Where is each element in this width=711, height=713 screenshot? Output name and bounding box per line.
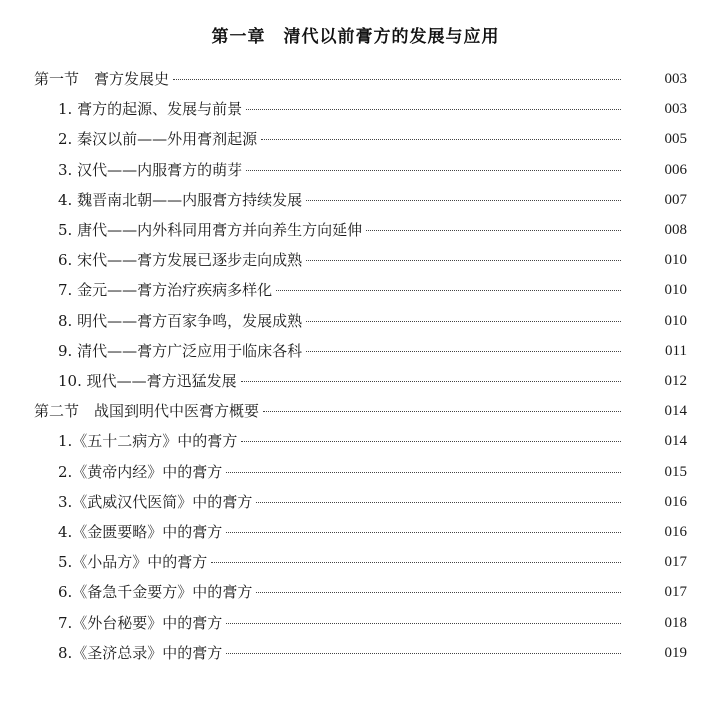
toc-page-number: 019 [664,644,687,661]
toc-item-row[interactable] [58,279,687,301]
toc-item-row[interactable] [58,551,687,573]
toc-item-row[interactable] [58,128,687,150]
toc-entry-label: 6.《备急千金要方》中的膏方 [58,583,253,602]
toc-section-row[interactable] [34,400,687,422]
dot-leader [306,260,621,261]
toc-entry-label: 8. 明代——膏方百家争鸣，发展成熟 [58,311,303,330]
toc-page-number: 008 [664,222,687,238]
dot-leader [241,441,621,442]
toc-entry-label: 7.《外台秘要》中的膏方 [58,613,223,632]
dot-leader [256,502,621,503]
toc-page-number: 003 [664,71,687,87]
toc-page-number: 010 [664,312,687,329]
toc-entry-label: 3. 汉代——内服膏方的萌芽 [58,160,243,179]
toc-page-number: 014 [664,403,687,420]
toc-entry-label: 2. 秦汉以前——外用膏剂起源 [58,130,258,149]
toc-item-row[interactable] [58,159,687,181]
toc-entry-label: 5.《小品方》中的膏方 [58,553,208,572]
toc-entry-label: 1.《五十二病方》中的膏方 [58,432,238,451]
dot-leader [226,623,621,624]
toc-page-number: 007 [664,191,687,208]
dot-leader [211,562,621,563]
toc-entry-label: 7. 金元——膏方治疗疾病多样化 [58,281,273,300]
toc-item-row[interactable] [58,219,687,241]
dot-leader [226,532,621,533]
toc-page-number: 003 [664,101,687,118]
toc-item-row[interactable] [58,189,687,211]
toc-item-row[interactable] [58,581,687,603]
dot-leader [226,472,621,473]
toc-page-number: 016 [664,493,687,510]
toc-page-number: 018 [664,614,687,631]
dot-leader [261,139,621,140]
toc-item-row[interactable] [58,491,687,513]
dot-leader [241,381,621,382]
toc-entry-label: 8.《圣济总录》中的膏方 [58,643,223,662]
toc-item-row[interactable] [58,310,687,332]
toc-item-row[interactable] [58,370,687,392]
toc-item-row[interactable] [58,430,687,452]
dot-leader [276,290,621,291]
dot-leader [226,653,621,654]
toc-entry-label: 5. 唐代——内外科同用膏方并向养生方向延伸 [58,221,363,239]
toc-entry-label: 6. 宋代——膏方发展已逐步走向成熟 [58,251,303,270]
dot-leader [306,200,621,201]
toc-page-number: 017 [664,584,687,601]
toc-item-row[interactable] [58,642,687,664]
dot-leader [306,351,621,352]
toc-page-number: 012 [664,373,687,389]
toc-entry-label: 第一节 膏方发展史 [34,70,170,88]
toc-entry-label: 10. 现代——膏方迅猛发展 [58,372,237,390]
dot-leader [173,79,621,80]
toc-item-row[interactable] [58,340,687,362]
toc-entry-label: 4. 魏晋南北朝——内服膏方持续发展 [58,190,303,209]
toc-entry-label: 4.《金匮要略》中的膏方 [58,523,223,541]
dot-leader [306,321,621,322]
toc-page-number: 010 [664,282,687,299]
toc-page-number: 015 [664,463,687,480]
toc-item-row[interactable] [58,249,687,271]
toc-page-number: 011 [665,342,687,359]
dot-leader [246,170,621,171]
toc-page-number: 005 [664,131,687,148]
toc-entry-label: 1. 膏方的起源、发展与前景 [58,100,243,119]
toc-entry-label: 3.《武威汉代医简》中的膏方 [58,492,253,511]
chapter-title: 第一章 清代以前膏方的发展与应用 [211,27,500,47]
toc-page-number: 014 [664,433,687,450]
toc-page-number: 016 [664,524,687,540]
toc-entry-label: 9. 清代——膏方广泛应用于临床各科 [58,341,303,360]
dot-leader [366,230,621,231]
toc-item-row[interactable] [58,461,687,483]
toc-entry-label: 2.《黄帝内经》中的膏方 [58,462,223,481]
dot-leader [256,592,621,593]
toc-item-row[interactable] [58,98,687,120]
dot-leader [263,411,621,412]
toc-entry-label: 第二节 战国到明代中医膏方概要 [34,402,260,421]
dot-leader [246,109,621,110]
toc-section-row[interactable] [34,68,687,90]
toc-item-row[interactable] [58,521,687,543]
toc-page-number: 017 [664,554,687,571]
toc-item-row[interactable] [58,612,687,634]
toc-page-number: 010 [664,252,687,269]
toc-page-number: 006 [664,161,687,178]
